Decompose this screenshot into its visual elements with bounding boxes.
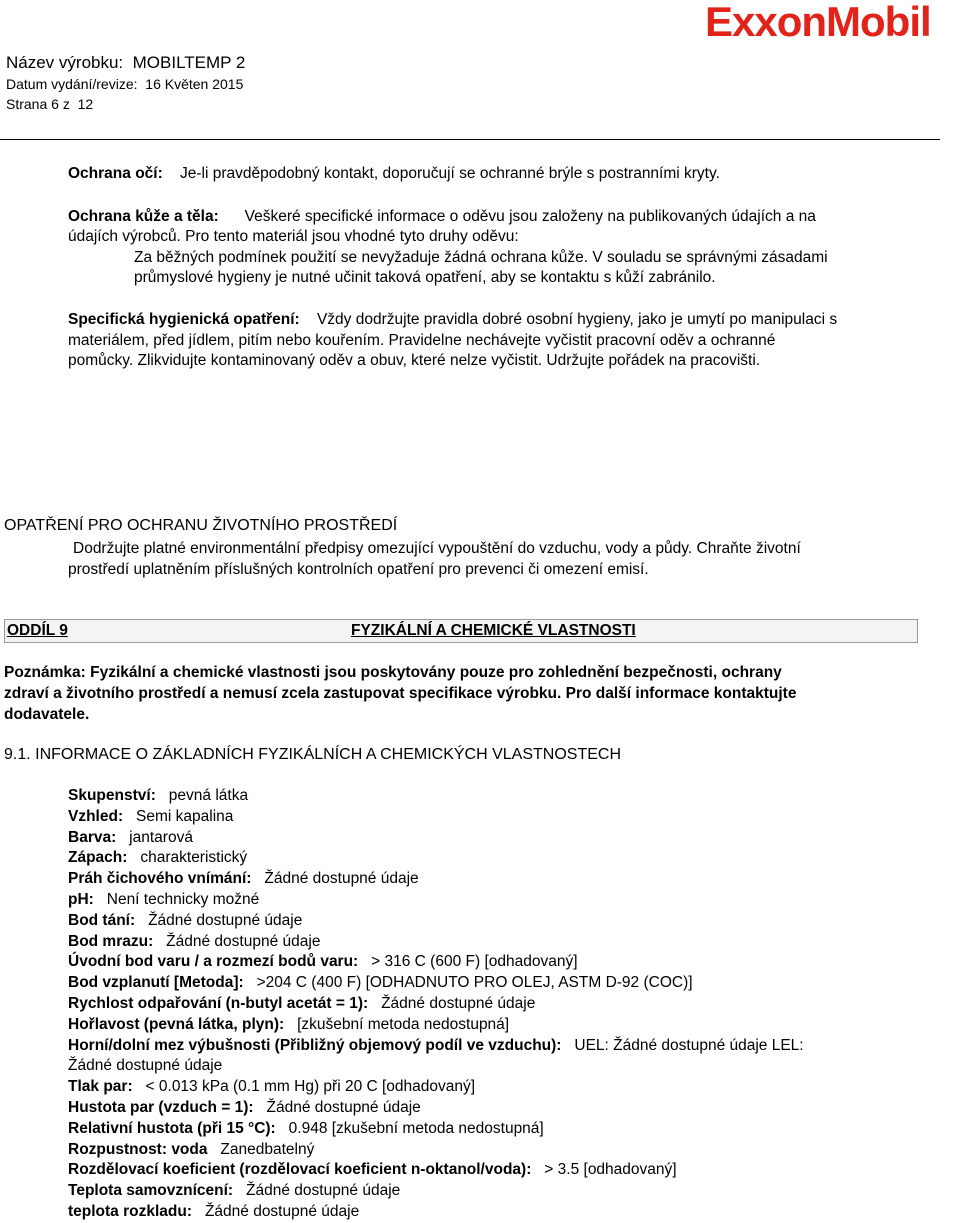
property-value: Žádné dostupné údaje <box>264 870 419 888</box>
property-label: Práh čichového vnímání: <box>68 870 252 888</box>
property-label: Bod mrazu: <box>68 932 154 950</box>
product-label: Název výrobku: <box>6 53 124 72</box>
property-label: Zápach: <box>68 849 128 867</box>
property-label: Bod tání: <box>68 911 136 929</box>
page-number-line <box>6 94 245 114</box>
property-label: Relativní hustota (při 15 °C): <box>68 1119 276 1137</box>
property-value: jantarová <box>129 828 193 846</box>
property-row <box>68 848 804 869</box>
property-value: Není technicky možné <box>106 890 260 908</box>
property-row <box>68 828 804 849</box>
property-label: Úvodní bod varu / a rozmezí bodů varu: <box>68 953 359 971</box>
property-row <box>68 1160 804 1181</box>
property-label: Rozpustnost: voda <box>68 1140 208 1158</box>
property-label: Hořlavost (pevná látka, plyn): <box>68 1015 285 1033</box>
section-number: ODDÍL 9 <box>7 622 68 639</box>
property-label: Vzhled: <box>68 807 124 825</box>
property-label: pH: <box>68 890 94 908</box>
page-label: Strana 6 z <box>6 96 70 112</box>
subsection-heading: 9.1. INFORMACE O ZÁKLADNÍCH FYZIKÁLNÍCH A CHEMICKÝCH VLASTNOSTECH <box>4 746 621 763</box>
property-value: UEL: Žádné dostupné údaje LEL: <box>574 1036 804 1054</box>
property-label: Hustota par (vzduch = 1): <box>68 1098 254 1116</box>
property-label: Barva: <box>68 828 117 846</box>
property-value: Žádné dostupné údaje <box>266 1098 421 1116</box>
issue-date-line <box>6 74 245 94</box>
property-value: > 3.5 [odhadovaný] <box>544 1161 677 1179</box>
section-note-line3: dodavatele. <box>4 706 90 723</box>
skin-protection-line4: průmyslové hygieny je nutné učinit taková opatření, aby se kontaktu s kůží zabránilo. <box>134 269 716 286</box>
property-value: > 316 C (600 F) [odhadovaný] <box>371 953 578 971</box>
property-value: >204 C (400 F) [ODHADNUTO PRO OLEJ, ASTM D-92 (COC)] <box>256 974 693 992</box>
property-row <box>68 994 804 1015</box>
property-label: Rozdělovací koeficient (rozdělovací koeficient n-oktanol/voda): <box>68 1161 532 1179</box>
section-title: FYZIKÁLNÍ A CHEMICKÉ VLASTNOSTI <box>351 622 636 639</box>
environment-line1: Dodržujte platné environmentální předpisy omezující vypouštění do vzduchu, vody a půdy. Chraňte životní <box>73 540 801 557</box>
hygiene-line2: materiálem, před jídlem, pitím nebo kouřením. Pravidelne nechávejte vyčistit pracovní oděv a ochranné <box>68 332 776 349</box>
logo-text: ExxonMobil <box>705 0 931 45</box>
property-label: Bod vzplanutí [Metoda]: <box>68 974 244 992</box>
date-value: 16 Květen 2015 <box>145 76 244 92</box>
eye-protection-text: Je-li pravděpodobný kontakt, doporučují se ochranné brýle s postranními kryty. <box>179 165 720 182</box>
product-name-line <box>6 52 245 74</box>
header-divider <box>0 139 940 140</box>
section-note-line2: zdraví a životního prostředí a nemusí zcela zastupovat specifikace výrobku. Pro další informace kontaktujte <box>4 685 797 702</box>
hygiene-label: Specifická hygienická opatření: <box>68 311 300 328</box>
property-label: teplota rozkladu: <box>68 1202 193 1220</box>
property-value: charakteristický <box>140 849 248 867</box>
property-value: Žádné dostupné údaje <box>246 1182 401 1200</box>
property-row <box>68 911 804 932</box>
hygiene-line1 <box>68 310 837 330</box>
property-value: Žádné dostupné údaje <box>381 994 536 1012</box>
property-row <box>68 786 804 807</box>
property-row <box>68 952 804 973</box>
property-value: Žádné dostupné údaje <box>166 932 321 950</box>
property-label: Tlak par: <box>68 1078 133 1096</box>
property-value: Semi kapalina <box>136 807 234 825</box>
property-value: Žádné dostupné údaje <box>148 911 303 929</box>
skin-protection-line1 <box>68 207 816 227</box>
property-label: Teplota samovznícení: <box>68 1182 234 1200</box>
skin-protection-line3: Za běžných podmínek použití se nevyžaduje žádná ochrana kůže. V souladu se správnými zásadami <box>134 249 828 266</box>
property-row <box>68 932 804 953</box>
property-row <box>68 1140 804 1161</box>
section-note-line1: Poznámka: Fyzikální a chemické vlastnosti jsou poskytovány pouze pro zohlednění bezpečnosti, ochrany <box>4 664 782 681</box>
property-value: pevná látka <box>168 787 249 804</box>
section-9-header <box>4 619 918 643</box>
page-total: 12 <box>77 96 94 112</box>
property-value: Žádné dostupné údaje <box>204 1202 360 1220</box>
property-value: 0.948 [zkušební metoda nedostupná] <box>288 1119 544 1137</box>
property-row <box>68 1015 804 1036</box>
eye-protection <box>68 164 720 184</box>
property-row <box>68 1036 804 1057</box>
property-row <box>68 1077 804 1098</box>
eye-protection-label: Ochrana očí: <box>68 165 163 182</box>
property-row <box>68 1056 804 1077</box>
property-row <box>68 1119 804 1140</box>
property-row <box>68 890 804 911</box>
property-label: Horní/dolní mez výbušnosti (Přibližný objemový podíl ve vzduchu): <box>68 1036 562 1054</box>
skin-protection-line2: údajích výrobců. Pro tento materiál jsou vhodné tyto druhy oděvu: <box>68 228 519 245</box>
property-value: < 0.013 kPa (0.1 mm Hg) při 20 C [odhadovaný] <box>145 1078 476 1096</box>
skin-protection-label: Ochrana kůže a těla: <box>68 208 219 225</box>
exxonmobil-logo <box>705 0 931 46</box>
property-row <box>68 1181 804 1202</box>
properties-list <box>68 786 804 1223</box>
property-value: Zanedbatelný <box>220 1140 315 1158</box>
property-value: Žádné dostupné údaje <box>68 1057 223 1075</box>
property-row <box>68 869 804 890</box>
property-label: Rychlost odpařování (n-butyl acetát = 1): <box>68 994 369 1012</box>
environment-line2: prostředí uplatněním příslušných kontrolních opatření pro prevenci či omezení emisí. <box>68 561 649 578</box>
property-label: Skupenství: <box>68 787 156 804</box>
hygiene-line3: pomůcky. Zlikvidujte kontaminovaný oděv a obuv, které nelze vyčistit. Udržujte pořádek na pracovišti. <box>68 352 761 369</box>
document-header <box>6 52 245 114</box>
date-label: Datum vydání/revize: <box>6 76 138 92</box>
skin-protection-text1: Veškeré specifické informace o oděvu jsou založeny na publikovaných údajích a na <box>244 208 816 225</box>
environment-heading: OPATŘENÍ PRO OCHRANU ŽIVOTNÍHO PROSTŘEDÍ <box>4 517 398 534</box>
hygiene-text1: Vždy dodržujte pravidla dobré osobní hygieny, jako je umytí po manipulaci s <box>316 311 838 328</box>
property-row <box>68 973 804 994</box>
product-name: MOBILTEMP 2 <box>132 53 246 72</box>
property-row <box>68 807 804 828</box>
property-value: [zkušební metoda nedostupná] <box>297 1015 510 1033</box>
property-row <box>68 1098 804 1119</box>
